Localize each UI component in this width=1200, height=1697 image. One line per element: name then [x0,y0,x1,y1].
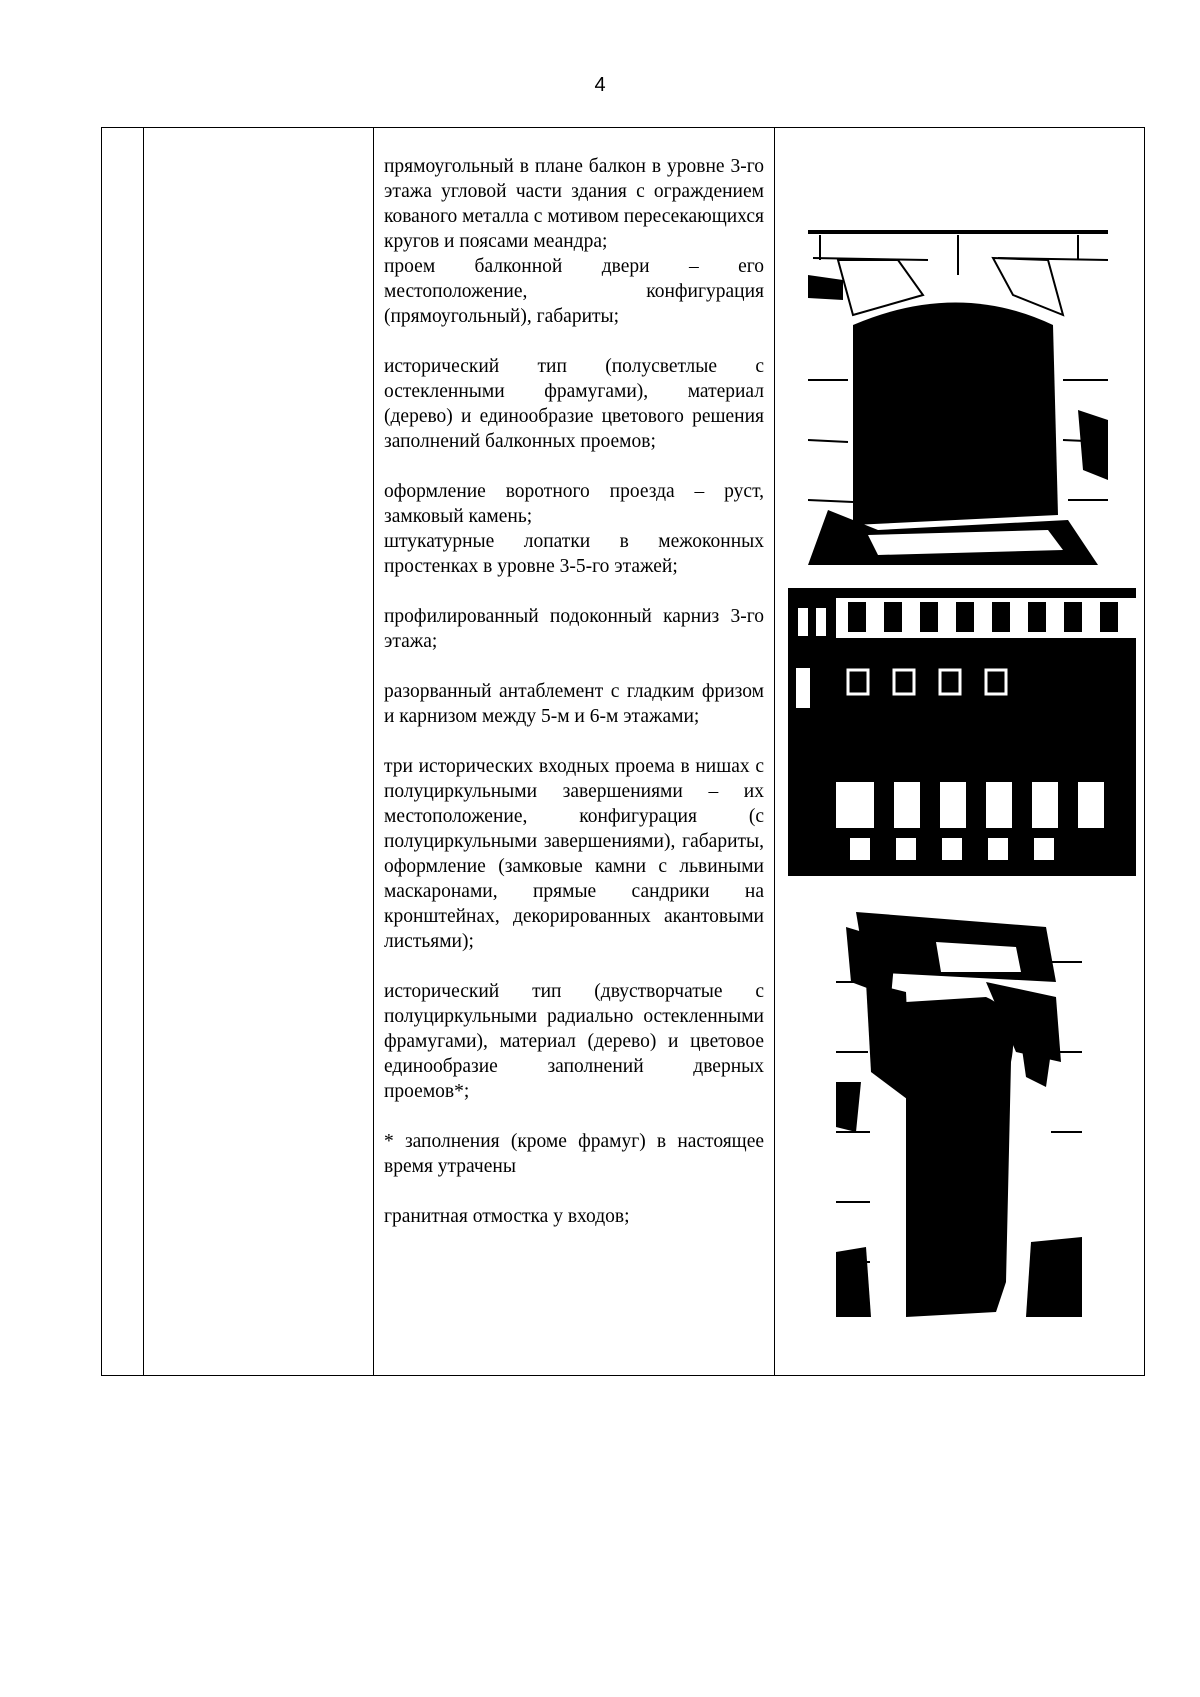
description-item: штукатурные лопатки в межоконных простенках в уровне 3-5-го этажей; [384,531,764,577]
description-item: исторический тип (двустворчатые с полуциркульными радиально остекленными фрамугами), материал (дерево) и цветовое единообразие заполнений дверных проемов*; [384,981,764,1102]
description-item: гранитная отмостка у входов; [384,1206,630,1227]
entrance-portal-photo [836,902,1082,1317]
column-divider [373,128,374,1375]
column-divider [143,128,144,1375]
description-item: три исторических входных проема в нишах с полуциркульными завершениями – их местоположение, конфигурация (с полуциркульными завершениями), габариты, оформление (замковые камни с львиными маскаронами, прямые сандрики на кронштейнах, декорированных акантовыми листьями); [384,756,764,952]
description-cell [384,154,764,1229]
description-item: * заполнения (кроме фрамуг) в настоящее время утрачены [384,1131,764,1177]
description-item: оформление воротного проезда – руст, замковый камень; [384,481,764,527]
facade-photo [788,588,1136,876]
description-item: исторический тип (полусветлые с остекленными фрамугами), материал (дерево) и единообразие цветового решения заполнений балконных проемов; [384,356,764,452]
description-item: разорванный антаблемент с гладким фризом и карнизом между 5-м и 6-м этажами; [384,681,764,727]
page-number: 4 [594,74,606,96]
description-item: профилированный подоконный карниз 3-го этажа; [384,606,764,652]
description-item: прямоугольный в плане балкон в уровне 3-го этажа угловой части здания с ограждением кованого металла с мотивом пересекающихся кругов и поясами меандра; [384,156,764,252]
description-item: проем балконной двери – его местоположение, конфигурация (прямоугольный), габариты; [384,256,764,327]
balcony-door-photo [808,230,1108,565]
column-divider [774,128,775,1375]
